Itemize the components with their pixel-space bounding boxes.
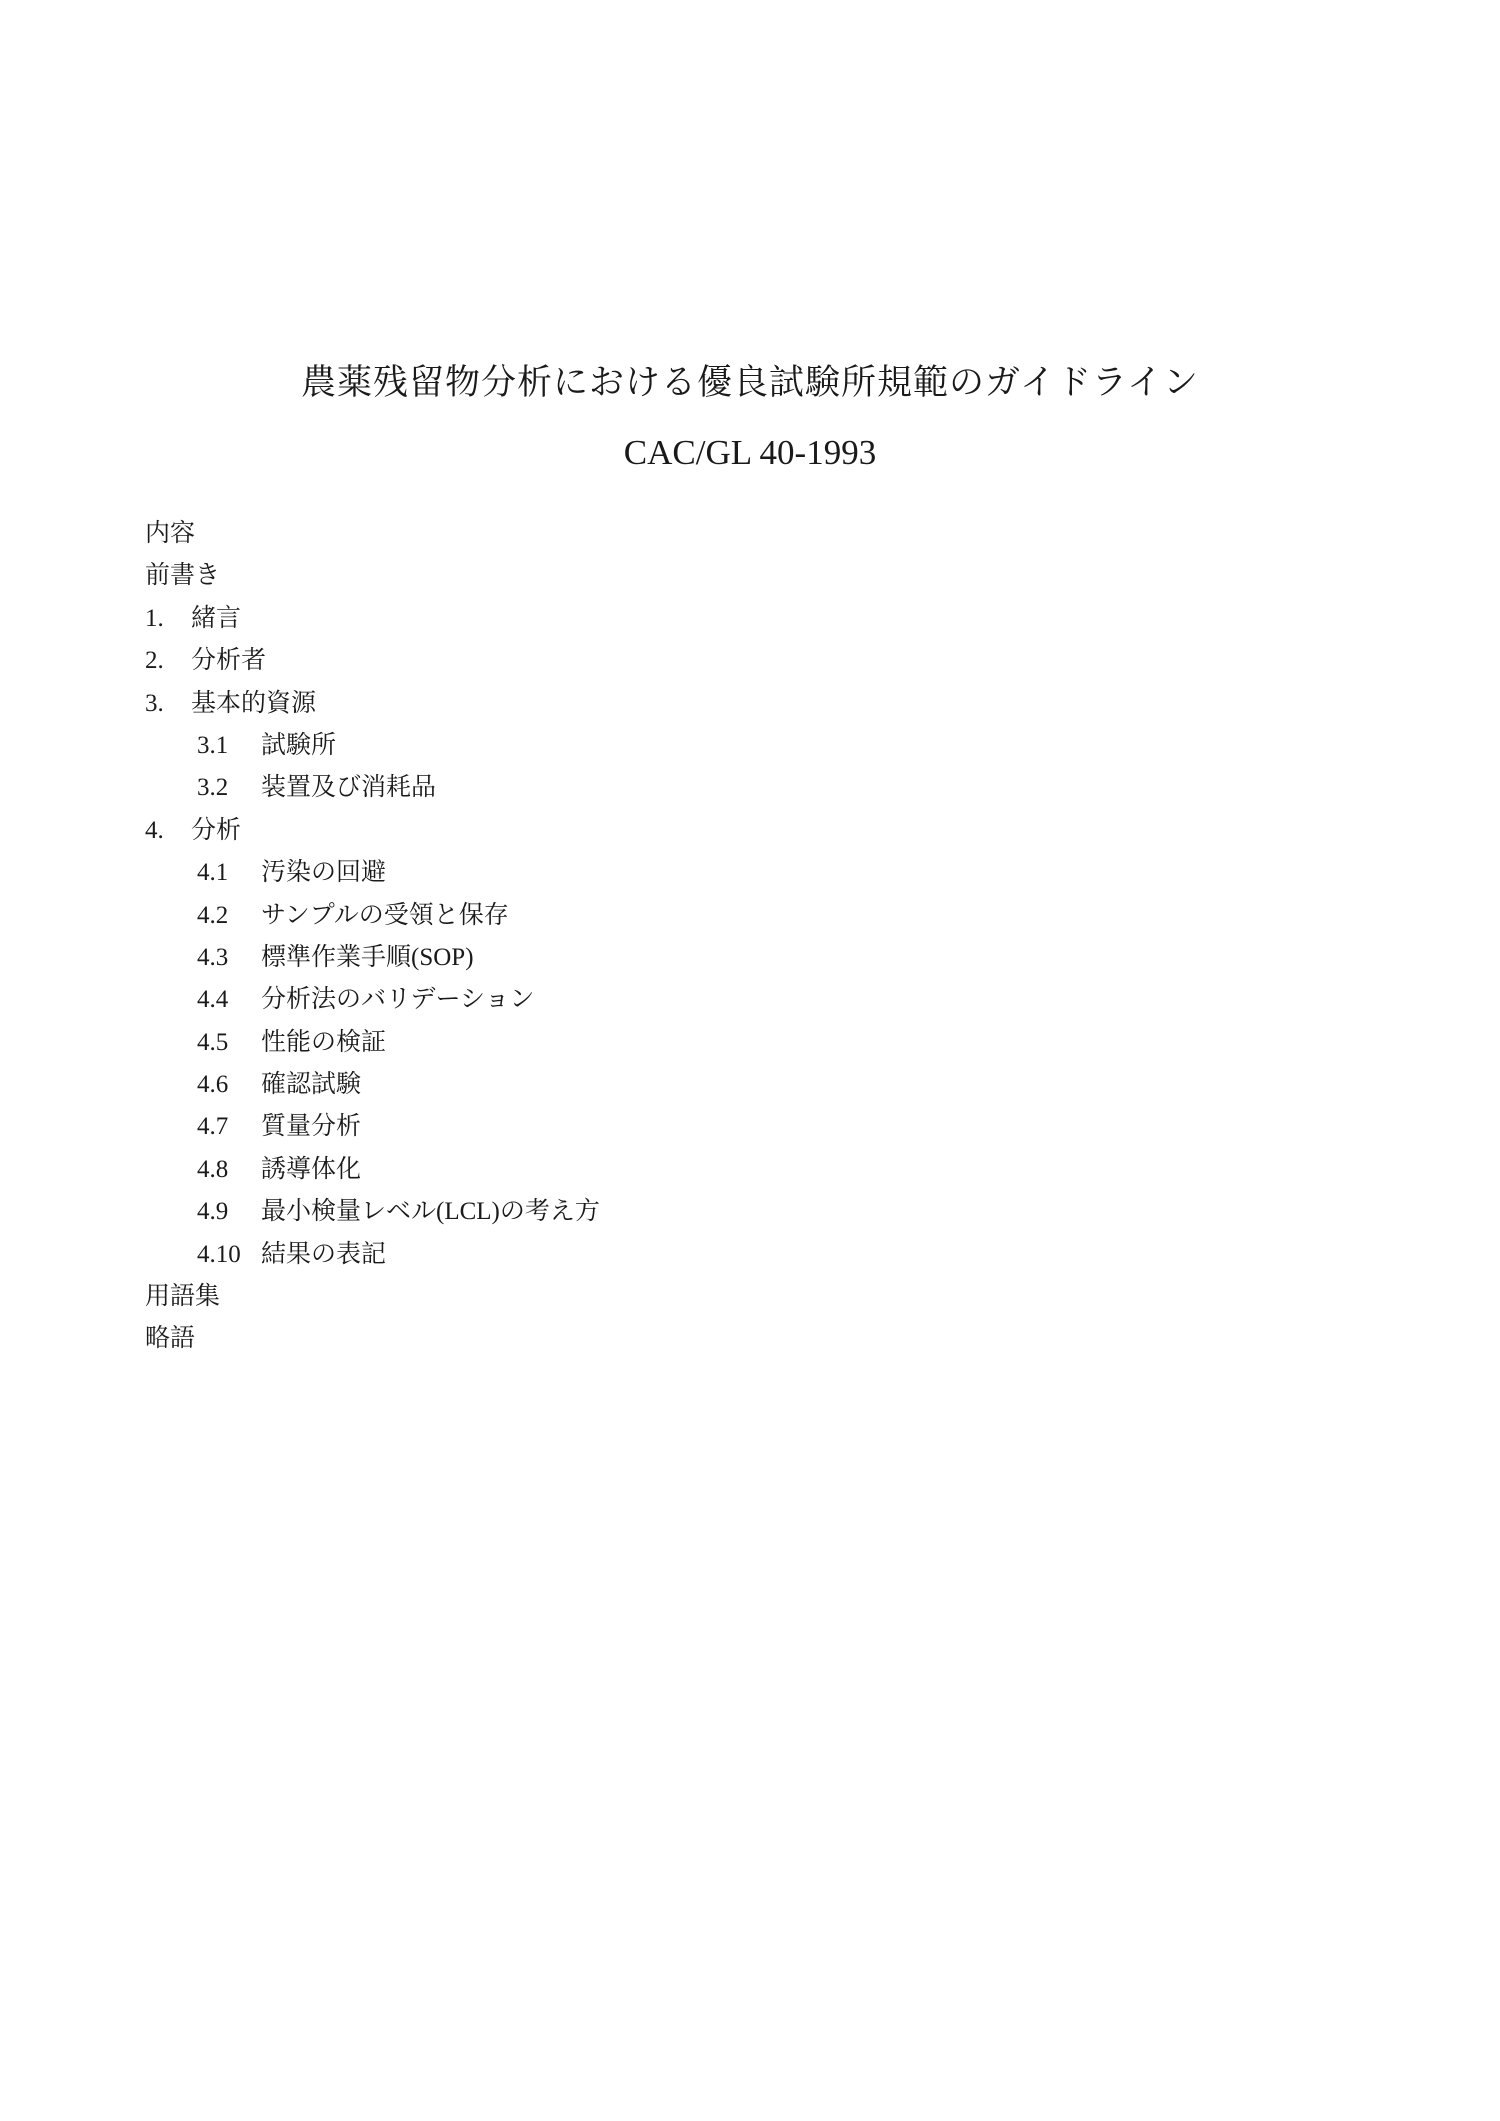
toc-item-abbreviations [145, 1318, 1045, 1360]
toc-item-label: 標準作業手順(SOP) [261, 943, 474, 971]
toc-item-number: 1. [145, 604, 164, 632]
toc-item-performance [145, 1022, 1045, 1064]
toc-item-number: 4.4 [197, 986, 229, 1014]
toc-item-reporting [145, 1234, 1045, 1276]
toc-item-mass-spectrometry [145, 1106, 1045, 1148]
toc-item-analyst [145, 640, 1045, 682]
toc-item-number: 4.1 [197, 859, 229, 887]
toc-item-label: 基本的資源 [191, 689, 317, 717]
toc-item-lcl [145, 1191, 1045, 1233]
toc-item-contamination [145, 852, 1045, 894]
toc-item-label: 確認試験 [261, 1071, 362, 1099]
toc-item-number: 3.1 [197, 731, 229, 759]
toc-item-number: 4.7 [197, 1113, 229, 1141]
toc-heading: 内容 [145, 520, 196, 547]
toc-item-foreword [145, 555, 1045, 597]
toc-item-label: 誘導体化 [261, 1155, 362, 1183]
toc-item-laboratory [145, 725, 1045, 767]
toc-item-sop [145, 937, 1045, 979]
toc-item-label: 略語 [145, 1325, 196, 1353]
toc-item-number: 4.8 [197, 1155, 229, 1183]
toc-item-label: 分析法のバリデーション [261, 986, 535, 1014]
toc-item-number: 2. [145, 647, 164, 675]
table-of-contents [145, 513, 1045, 1361]
toc-item-derivatization [145, 1149, 1045, 1191]
toc-item-number: 4.3 [197, 943, 229, 971]
toc-item-analysis [145, 810, 1045, 852]
toc-item-number: 4.2 [197, 901, 229, 929]
toc-item-equipment [145, 767, 1045, 809]
toc-item-label: 緒言 [191, 604, 242, 632]
toc-item-confirmation [145, 1064, 1045, 1106]
toc-item-number: 4.9 [197, 1198, 229, 1226]
document-title: 農薬残留物分析における優良試験所規範のガイドライン [301, 363, 1199, 402]
toc-item-number: 3.2 [197, 774, 229, 802]
toc-item-sample-receipt [145, 895, 1045, 937]
toc-item-validation [145, 979, 1045, 1021]
document-code: CAC/GL 40-1993 [623, 433, 877, 472]
toc-item-label: 分析者 [191, 647, 267, 675]
toc-item-basic-resources [145, 683, 1045, 725]
toc-item-number: 4.6 [197, 1071, 229, 1099]
toc-item-label: サンプルの受領と保存 [261, 901, 509, 929]
toc-item-label: 分析 [191, 816, 242, 844]
toc-item-introduction [145, 598, 1045, 640]
toc-item-label: 最小検量レベル(LCL)の考え方 [261, 1198, 600, 1226]
toc-item-label: 装置及び消耗品 [261, 774, 437, 802]
toc-item-label: 用語集 [145, 1283, 221, 1311]
toc-item-label: 結果の表記 [261, 1240, 387, 1268]
toc-item-label: 汚染の回避 [261, 859, 387, 887]
toc-item-label: 試験所 [261, 731, 337, 759]
toc-item-number: 4. [145, 816, 164, 844]
toc-item-number: 3. [145, 689, 164, 717]
toc-item-label: 前書き [145, 562, 221, 590]
toc-item-glossary [145, 1276, 1045, 1318]
toc-item-label: 性能の検証 [261, 1028, 387, 1056]
toc-item-label: 質量分析 [261, 1113, 362, 1141]
toc-item-number: 4.5 [197, 1028, 229, 1056]
toc-item-number: 4.10 [197, 1240, 241, 1268]
